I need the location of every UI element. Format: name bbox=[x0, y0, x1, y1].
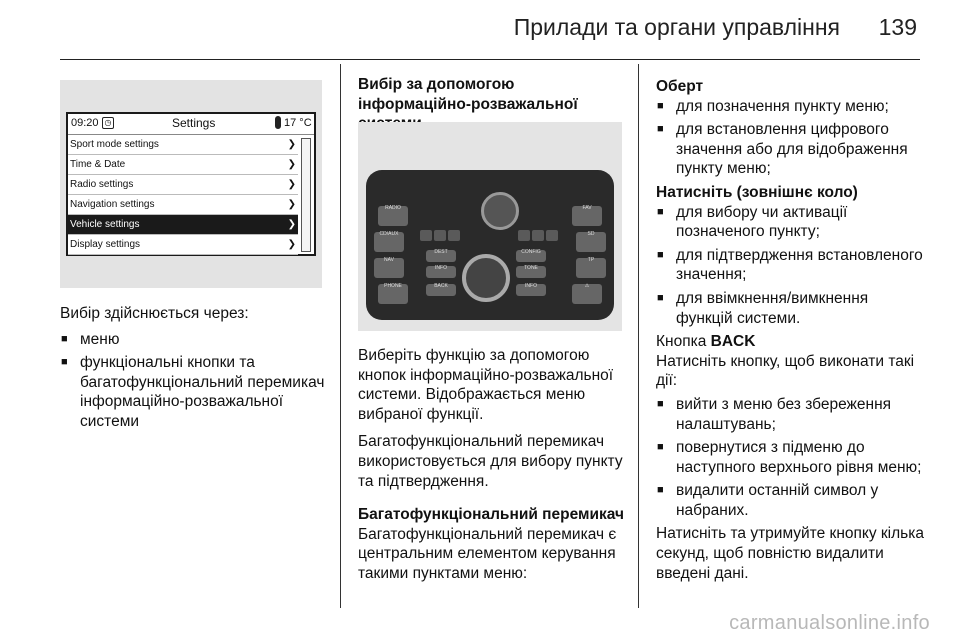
preset-button bbox=[532, 230, 544, 241]
preset-button bbox=[546, 230, 558, 241]
list-item: ■ для позначення пункту меню; bbox=[656, 97, 926, 117]
press-list bbox=[656, 203, 926, 329]
back-key-label: BACK bbox=[710, 333, 756, 351]
list-item: ■ для ввімкнення/вимкнення функцій системи. bbox=[656, 289, 926, 328]
chevron-right-icon: ❯ bbox=[287, 239, 296, 250]
preset-button bbox=[518, 230, 530, 241]
column-divider-right bbox=[638, 64, 639, 608]
volume-knob-icon bbox=[481, 192, 519, 230]
control-panel-figure bbox=[358, 122, 622, 331]
multifunction-knob-icon bbox=[462, 254, 510, 302]
watermark: carmanualsonline.info bbox=[729, 612, 930, 634]
list-item: ■ вийти з меню без збереження налаштувань; bbox=[656, 395, 926, 434]
header-rule bbox=[60, 59, 920, 60]
settings-screen bbox=[66, 112, 316, 256]
column-divider-left bbox=[340, 64, 341, 608]
screen-menu-list bbox=[68, 135, 314, 255]
screen-menu-item: Navigation settings ❯ bbox=[68, 195, 298, 215]
list-item: ■ видалити останній символ у набраних. bbox=[656, 481, 926, 520]
sd-button: SD bbox=[576, 232, 606, 252]
left-column-text bbox=[60, 304, 330, 436]
list-item: ■ для встановлення цифрового значення або для відображення пункту меню; bbox=[656, 120, 926, 179]
back-intro: Натисніть кнопку, щоб виконати такі дії: bbox=[656, 352, 915, 390]
config-button: CONFIG bbox=[516, 250, 546, 262]
settings-screen-figure bbox=[60, 80, 322, 288]
screen-menu-item: Display settings ❯ bbox=[68, 235, 298, 255]
page-number: 139 bbox=[878, 14, 917, 40]
screen-menu-item-selected: Vehicle settings ❯ bbox=[68, 215, 298, 235]
preset-button bbox=[448, 230, 460, 241]
screen-menu-item: Time & Date ❯ bbox=[68, 155, 298, 175]
closing-paragraph: Натисніть та утримуйте кнопку кілька секунд, щоб повністю видалити введені дані. bbox=[656, 525, 924, 582]
list-item: ■ меню bbox=[60, 330, 330, 350]
chevron-right-icon: ❯ bbox=[287, 179, 296, 190]
tone-button: TONE bbox=[516, 266, 546, 278]
screen-menu-item: Radio settings ❯ bbox=[68, 175, 298, 195]
list-item: ■ для підтвердження встановленого значення; bbox=[656, 246, 926, 285]
radio-button: RADIO bbox=[378, 206, 408, 226]
page-title: Прилади та органи управління bbox=[513, 14, 840, 40]
hazard-button: ⚠ bbox=[572, 284, 602, 304]
screen-status-bar bbox=[68, 114, 314, 135]
preset-button bbox=[420, 230, 432, 241]
paragraph: Багатофункціональний перемикач є центральним елементом керування такими пунктами меню: bbox=[358, 525, 617, 582]
right-column-text bbox=[656, 77, 926, 583]
section-heading: Вибір за допомогою інформаційно-розважальної bbox=[358, 76, 578, 113]
screen-menu-item: Sport mode settings ❯ bbox=[68, 135, 298, 155]
screen-scrollbar bbox=[301, 138, 311, 252]
subheading: Багатофункціональний перемикач bbox=[358, 506, 625, 524]
thermometer-icon bbox=[275, 116, 281, 129]
back-button: BACK bbox=[426, 284, 456, 296]
fav-button: FAV bbox=[572, 206, 602, 226]
press-heading: Натисніть (зовнішнє коло) bbox=[656, 183, 858, 201]
list-item: ■ функціональні кнопки та багатофункціональний перемикач інформаційно-розважальної системи bbox=[60, 353, 330, 431]
screen-title: Settings bbox=[172, 116, 216, 130]
chevron-right-icon: ❯ bbox=[287, 139, 296, 150]
paragraph: Багатофункціональний перемикач використовується для вибору пункту та підтвердження. bbox=[358, 433, 623, 490]
clock-icon: ◷ bbox=[102, 117, 114, 129]
chevron-right-icon: ❯ bbox=[287, 219, 296, 230]
list-item: ■ для вибору чи активації позначеного пункту; bbox=[656, 203, 926, 242]
intro-text: Вибір здійснюється через: bbox=[60, 305, 249, 322]
middle-column-text bbox=[358, 346, 630, 584]
dest-button: DEST bbox=[426, 250, 456, 262]
phone-button: PHONE bbox=[378, 284, 408, 304]
info-button-2: INFO bbox=[516, 284, 546, 296]
nav-button: NAV bbox=[374, 258, 404, 278]
list-item: ■ повернутися з підменю до наступного верхнього рівня меню; bbox=[656, 438, 926, 477]
chevron-right-icon: ❯ bbox=[287, 199, 296, 210]
cd-aux-button: CD/AUX bbox=[374, 232, 404, 252]
screen-time: 09:20 bbox=[71, 117, 99, 129]
paragraph: Виберіть функцію за допомогою кнопок інформаційно-розважальної системи. Відображається меню вибраної функції. bbox=[358, 347, 614, 423]
screen-temperature: 17 °C bbox=[284, 117, 312, 129]
info-button: INFO bbox=[426, 266, 456, 278]
back-list bbox=[656, 395, 926, 521]
rotate-heading: Оберт bbox=[656, 78, 704, 95]
chevron-right-icon: ❯ bbox=[287, 159, 296, 170]
selection-methods-list bbox=[60, 330, 330, 432]
tp-button: TP bbox=[576, 258, 606, 278]
rotate-list bbox=[656, 97, 926, 179]
preset-button bbox=[434, 230, 446, 241]
back-key-line: Кнопка BACK bbox=[656, 333, 756, 351]
